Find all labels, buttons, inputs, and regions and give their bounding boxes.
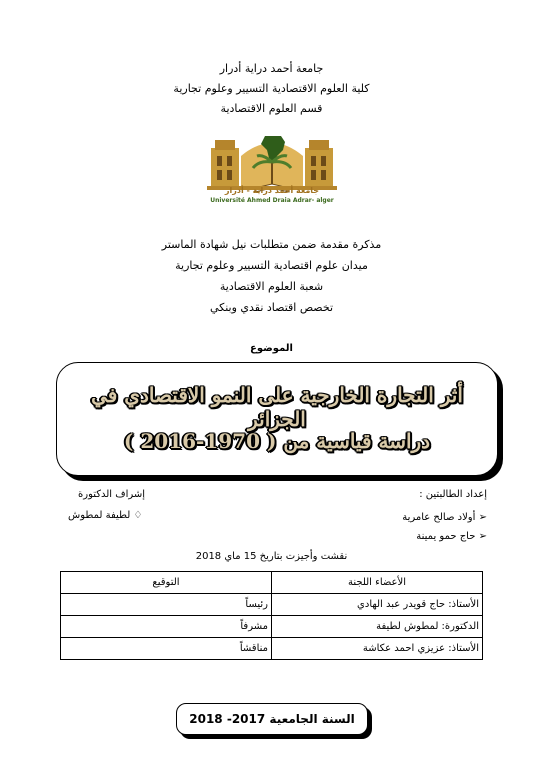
thesis-title-line-2: دراسة قياسية من ( 1970-2016 ): [123, 429, 431, 453]
checkmark-bullet-icon: ➢: [478, 531, 487, 542]
jury-table: [60, 571, 483, 660]
intro-line-1: مذكرة مقدمة ضمن متطلبات نيل شهادة الماستر: [161, 238, 382, 251]
checkmark-bullet-icon: ➢: [478, 512, 487, 523]
supervisor-item: [68, 510, 142, 521]
jury-member: الأستاذ: حاج قويدر عبد الهادي: [272, 594, 483, 616]
university-logo: [197, 126, 347, 208]
intro-line-2: ميدان علوم اقتصادية التسيير وعلوم تجارية: [175, 259, 368, 272]
faculty-name: كلية العلوم الاقتصادية التسيير وعلوم تجارية: [173, 82, 370, 95]
logo-arabic-name: جامعة أحمد دراية - أدرار: [224, 186, 320, 195]
table-row: [61, 638, 483, 660]
university-name: جامعة أحمد دراية أدرار: [219, 62, 324, 75]
column-header: التوقيع: [61, 572, 272, 594]
defense-date: نقشت وأجيزت بتاريخ 15 ماي 2018: [195, 551, 348, 562]
logo-latin-name: Université Ahmed Draia Adrar- alger: [210, 197, 334, 204]
supervisor-label: إشراف الدكتورة: [78, 489, 146, 500]
jury-role: مناقشاً: [61, 638, 272, 660]
column-header: الأعضاء اللجنة: [272, 572, 483, 594]
intro-line-3: شعبة العلوم الاقتصادية: [219, 280, 324, 293]
thesis-title-line-1: أثر التجارة الخارجية على النمو الاقتصادي في الجزائر: [91, 383, 463, 431]
jury-member: الأستاذ: عزيزي احمد عكاشة: [272, 638, 483, 660]
academic-year-box: [176, 703, 368, 735]
supervisor-name: لطيفة لمطوش: [68, 510, 131, 521]
table-row: [61, 616, 483, 638]
student-name: حاج حمو يمينة: [416, 531, 476, 542]
jury-member: الدكتورة: لمطوش لطيفة: [272, 616, 483, 638]
academic-year: السنة الجامعية 2017- 2018: [189, 712, 355, 726]
table-header-row: [61, 572, 483, 594]
diamond-bullet-icon: ♢: [133, 510, 143, 521]
student-name: أولاد صالح عامرية: [402, 512, 476, 523]
jury-role: رئيساً: [61, 594, 272, 616]
intro-line-4: تخصص اقتصاد نقدي وبنكي: [209, 301, 334, 314]
student-item-2: [416, 531, 487, 542]
table-row: [61, 594, 483, 616]
subject-label: الموضوع: [250, 343, 293, 354]
department-name: قسم العلوم الاقتصادية: [220, 102, 323, 115]
thesis-title-box: [56, 362, 498, 476]
jury-role: مشرفاً: [61, 616, 272, 638]
students-label: إعداد الطالبتين :: [419, 489, 487, 500]
student-item-1: [402, 512, 487, 523]
